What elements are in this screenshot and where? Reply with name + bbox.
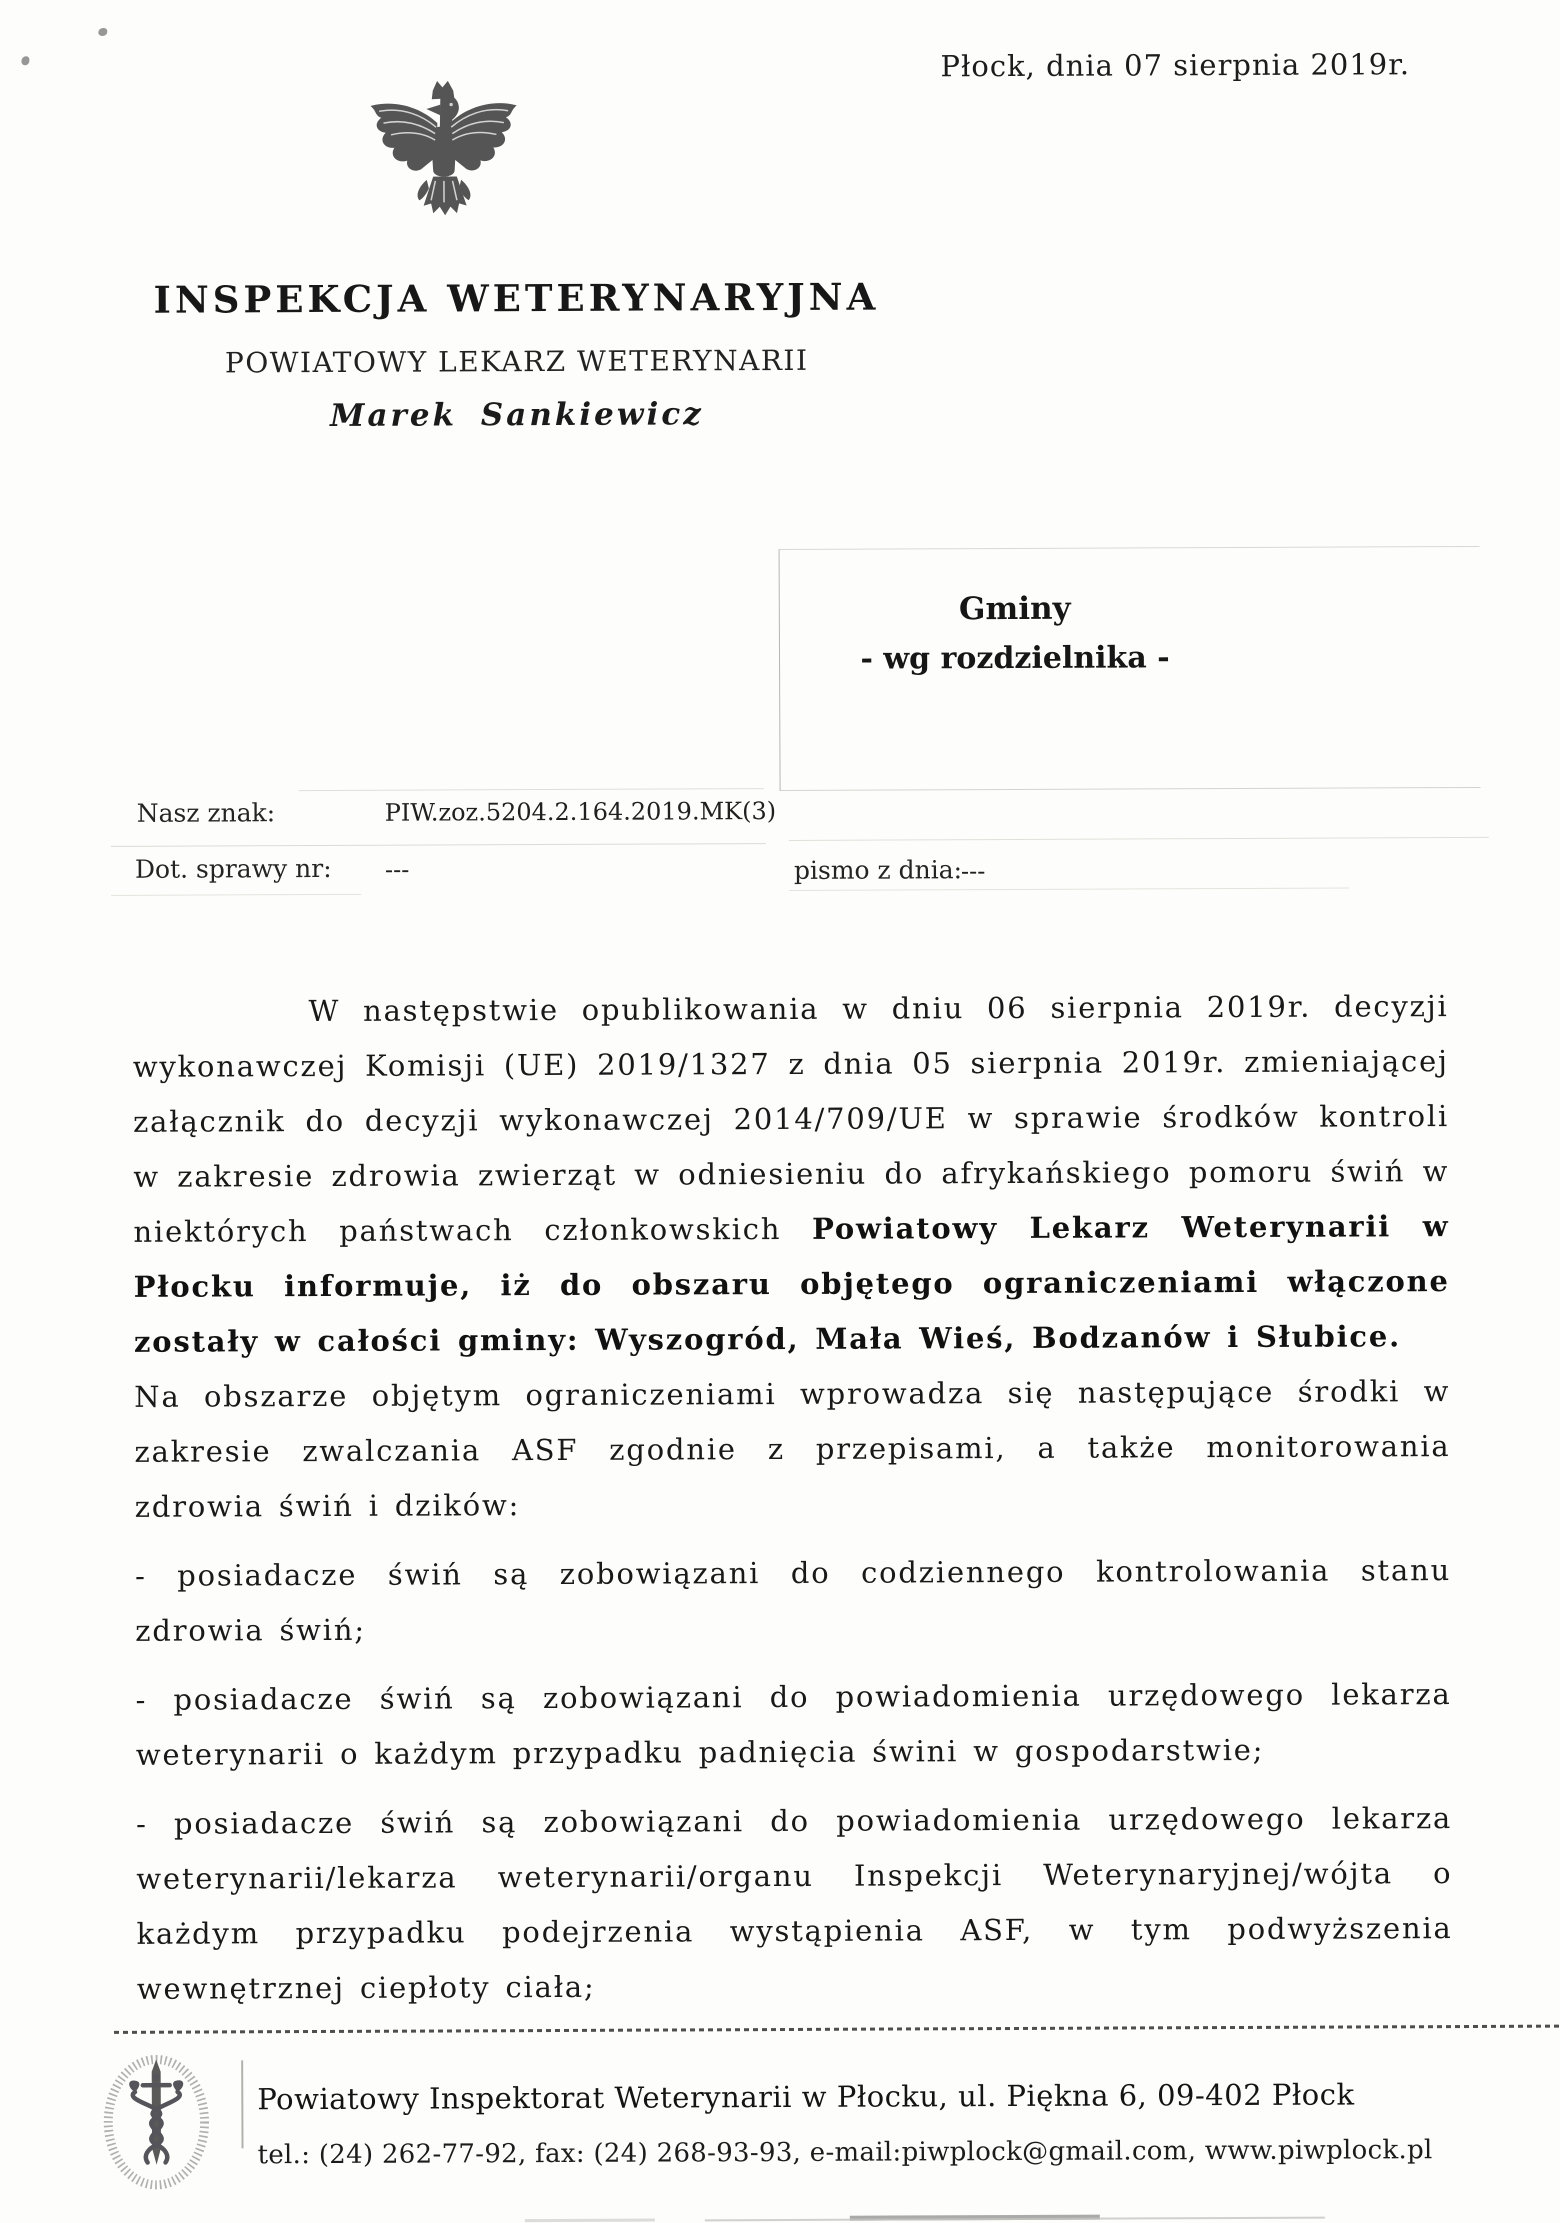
paragraph-decision-normal: W następstwie opublikowania w dniu 06 sierpnia 2019r. decyzji wykonawczej Komisji (UE) 2019/1327 z dnia 05 sierpnia 2019r. zmieniającej załącznik do decyzji wykonawczej 2014/709/UE w sprawie środków kontroli w zakresie zdrowia zwierząt w odniesieniu do afrykańskiego pomoru świń w niektórych państwach członkowskich: [132, 989, 1450, 1249]
veterinary-caduceus-icon: [100, 2052, 213, 2192]
scan-speck: [98, 28, 107, 36]
footer-address: Powiatowy Inspektorat Weterynarii w Płocku, ul. Piękna 6, 09-402 Płock: [257, 2077, 1355, 2117]
organization-title: INSPEKCJA WETERYNARYJNA: [153, 274, 880, 322]
nasz-znak-value: PIW.zoz.5204.2.164.2019.MK(3): [384, 797, 777, 827]
pismo-z-dnia-value: ---: [960, 857, 986, 886]
office-title: POWIATOWY LEKARZ WETERYNARII: [224, 343, 809, 380]
recipient-line1: Gminy: [958, 590, 1071, 628]
footer-separator: [241, 2060, 243, 2148]
scan-speck: [21, 56, 29, 65]
scan-artifact: [525, 2219, 655, 2223]
list-item: - posiadacze świń są zobowiązani do powiadomienia urzędowego lekarza weterynarii/lekarza weterynarii/organu Inspekcji Weterynaryjnej/wójta o każdym przypadku podejrzenia wystąpienia ASF, w tym podwyższenia wewnętrznej ciepłoty ciała;: [136, 1801, 1453, 2006]
list-item: - posiadacze świń są zobowiązani do codziennego kontrolowania stanu zdrowia świń;: [134, 1553, 1452, 1648]
table-line: [111, 843, 766, 847]
pismo-z-dnia-label: pismo z dnia:: [793, 855, 963, 885]
table-line: [111, 894, 361, 896]
footer-contact: tel.: (24) 262-77-92, fax: (24) 268-93-93, e-mail:piwplock@gmail.com, www.piwplock.pl: [257, 2135, 1433, 2171]
date-line: Płock, dnia 07 sierpnia 2019r.: [940, 47, 1411, 84]
letter-body: [132, 979, 1452, 2017]
recipient-box: [779, 546, 1481, 791]
list-item: - posiadacze świń są zobowiązani do powiadomienia urzędowego lekarza weterynarii o każdym przypadku padnięcia świni w gospodarstwie;: [135, 1677, 1452, 1772]
nasz-znak-label: Nasz znak:: [136, 798, 276, 828]
dot-sprawy-label: Dot. sprawy nr:: [134, 853, 332, 884]
paragraph-decision-bold: Powiatowy Lekarz Weterynarii w Płocku informuje, iż do obszaru objętego ograniczeniami włączone zostały w całości gminy: Wyszogród, Mała Wieś, Bodzanów i Słubice.: [133, 1209, 1450, 1359]
dot-sprawy-value: ---: [384, 855, 410, 884]
paragraph-decision: [132, 979, 1450, 1370]
letterhead: [95, 0, 935, 434]
table-line: [789, 888, 1349, 891]
polish-eagle-emblem-icon: [357, 77, 530, 272]
table-line: [789, 837, 1489, 841]
paragraph-measures-intro: Na obszarze objętym ograniczeniami wprowadza się następujące środki w zakresie zwalczania ASF zgodnie z przepisami, a także monitorowania zdrowia świń i dzików:: [134, 1374, 1451, 1524]
recipient-line2: - wg rozdzielnika -: [860, 640, 1170, 677]
footer-divider: [114, 2025, 1560, 2034]
scan-artifact: [705, 2217, 1325, 2222]
official-name: Marek Sankiewicz: [330, 396, 704, 434]
table-line: [299, 788, 764, 791]
